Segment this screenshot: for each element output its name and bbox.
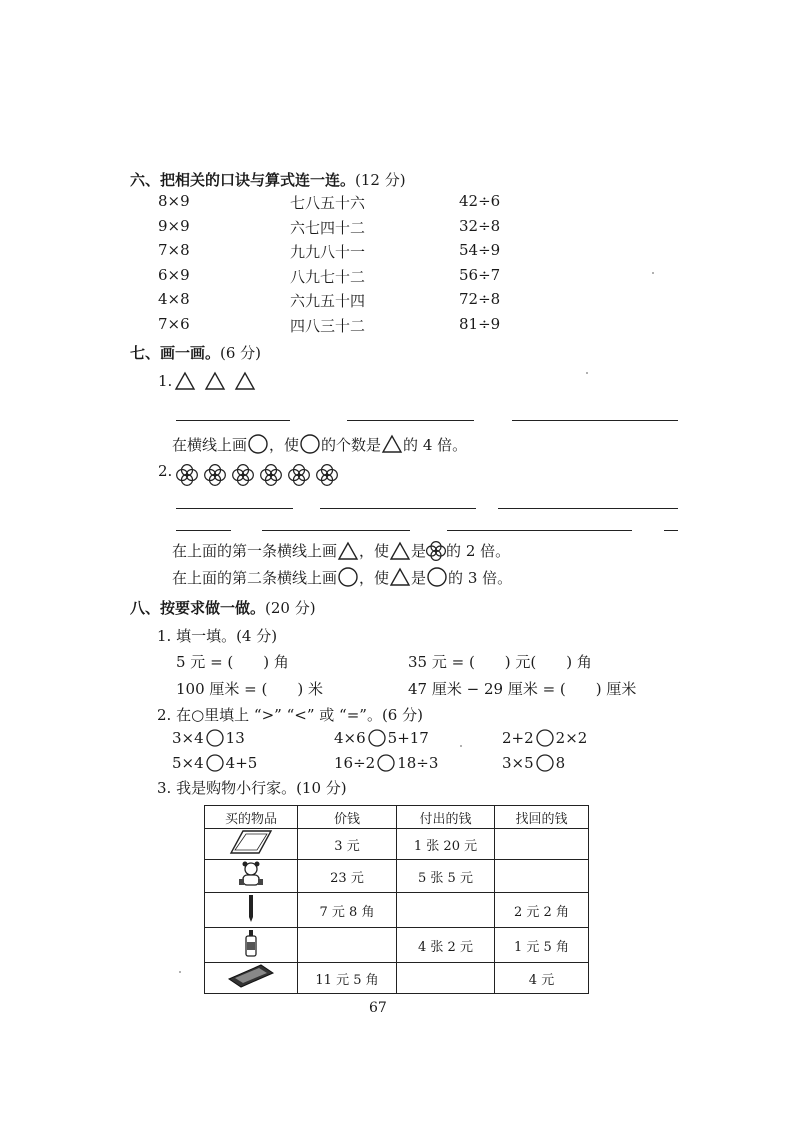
instr-text: 的 3 倍。 xyxy=(448,568,513,587)
compare-right: 13 xyxy=(225,729,245,747)
answer-line[interactable] xyxy=(176,420,290,421)
change-cell: 4 元 xyxy=(495,963,589,994)
q7-1-instruction xyxy=(172,433,467,455)
multiplication-rhyme[interactable]: 六九五十四 xyxy=(290,292,366,310)
flower-icon xyxy=(316,464,338,486)
multiplication-rhyme[interactable]: 七八五十六 xyxy=(290,194,366,212)
compare-left: 2+2 xyxy=(502,729,534,747)
scan-speck xyxy=(460,745,462,747)
division-expr[interactable]: 56÷7 xyxy=(459,265,501,284)
flower-icon xyxy=(204,464,226,486)
paid-cell[interactable] xyxy=(397,963,495,994)
division-expr[interactable]: 42÷6 xyxy=(459,192,501,210)
answer-line[interactable] xyxy=(347,420,474,421)
circle-icon xyxy=(426,566,448,588)
multiplication-expr[interactable]: 9×9 xyxy=(158,216,190,235)
section-6-points: (12 分) xyxy=(355,171,406,189)
section-7-heading xyxy=(130,342,261,363)
item-cell xyxy=(205,963,298,994)
triangle-icon xyxy=(204,371,226,391)
circle-icon xyxy=(299,433,321,455)
answer-circle[interactable] xyxy=(534,728,556,748)
answer-line[interactable] xyxy=(176,530,231,531)
answer-circle[interactable] xyxy=(366,728,388,748)
page-number: 67 xyxy=(369,1000,387,1016)
section-6-heading xyxy=(130,169,406,190)
section-6-title: 六、把相关的口诀与算式连一连。 xyxy=(130,171,356,189)
scan-speck xyxy=(586,372,588,374)
compare-right: 18÷3 xyxy=(397,754,439,772)
section-7-title: 七、画一画。 xyxy=(130,344,221,362)
compare-right: 5+17 xyxy=(387,729,429,747)
instr-text: ，使 xyxy=(359,568,390,587)
q8-1-label: 1. 填一填。(4 分) xyxy=(157,627,278,645)
paid-cell[interactable] xyxy=(397,893,495,928)
table-header-row xyxy=(205,806,589,829)
paid-cell: 5 张 5 元 xyxy=(397,860,495,893)
section-7-points: (6 分) xyxy=(220,344,262,362)
compare-right: 8 xyxy=(555,754,566,772)
multiplication-rhyme[interactable]: 六七四十二 xyxy=(290,218,366,237)
scan-speck xyxy=(652,272,654,274)
table-row xyxy=(205,963,589,994)
table-row xyxy=(205,860,589,893)
pen-icon xyxy=(245,893,257,923)
compare-item xyxy=(172,753,257,773)
table-row xyxy=(205,928,589,963)
triangle-icon xyxy=(381,434,403,454)
flower-icon xyxy=(426,541,446,561)
compare-right: 2×2 xyxy=(555,729,588,747)
instr-text: 的个数是 xyxy=(321,435,382,454)
instr-text: 在上面的第二条横线上画 xyxy=(172,568,338,587)
answer-circle[interactable] xyxy=(204,728,226,748)
flower-icon xyxy=(288,464,310,486)
q7-2-number: 2. xyxy=(158,462,173,480)
instr-text: ，使 xyxy=(269,435,300,454)
change-cell: 1 元 5 角 xyxy=(495,928,589,963)
multiplication-expr[interactable]: 7×6 xyxy=(158,314,190,333)
answer-line[interactable] xyxy=(664,530,678,531)
item-cell xyxy=(205,893,298,928)
multiplication-rhyme[interactable]: 四八三十二 xyxy=(290,316,366,335)
price-cell: 7 元 8 角 xyxy=(298,893,397,928)
column-header: 付出的钱 xyxy=(397,806,495,829)
column-header: 价钱 xyxy=(298,806,397,829)
compare-item xyxy=(172,728,245,748)
compare-left: 16÷2 xyxy=(334,754,376,772)
price-cell[interactable] xyxy=(298,928,397,963)
flower-row xyxy=(176,464,338,486)
flower-icon xyxy=(232,464,254,486)
paid-cell: 1 张 20 元 xyxy=(397,829,495,860)
column-header: 买的物品 xyxy=(205,806,298,829)
instr-text: 是 xyxy=(411,542,427,560)
flower-icon xyxy=(260,464,282,486)
answer-line[interactable] xyxy=(176,508,293,509)
q7-2-instruction-1 xyxy=(172,540,510,561)
price-cell: 3 元 xyxy=(298,829,397,860)
triangle-icon xyxy=(234,371,256,391)
item-cell xyxy=(205,829,298,860)
change-cell[interactable] xyxy=(495,829,589,860)
instr-text: 在横线上画 xyxy=(172,435,248,454)
q8-3-label: 3. 我是购物小行家。(10 分) xyxy=(157,779,347,797)
multiplication-expr[interactable]: 7×8 xyxy=(158,241,190,259)
pencil-case-icon xyxy=(227,963,275,989)
table-row xyxy=(205,829,589,860)
scan-speck xyxy=(179,971,181,973)
section-8-title: 八、按要求做一做。 xyxy=(130,599,266,617)
compare-item xyxy=(502,728,587,748)
q8-2-label: 2. 在○里填上 “>” “<” 或 “=”。(6 分) xyxy=(157,706,423,724)
instr-text: ，使 xyxy=(359,542,390,560)
multiplication-rhyme[interactable]: 九九八十一 xyxy=(290,243,366,261)
price-cell: 11 元 5 角 xyxy=(298,963,397,994)
triangle-icon xyxy=(389,541,411,561)
notebook-icon xyxy=(229,829,273,855)
answer-circle[interactable] xyxy=(375,753,397,773)
triangle-row xyxy=(174,371,256,391)
paid-cell: 4 张 2 元 xyxy=(397,928,495,963)
item-cell xyxy=(205,928,298,963)
compare-item xyxy=(502,753,565,773)
division-expr[interactable]: 32÷8 xyxy=(459,216,501,235)
price-cell: 23 元 xyxy=(298,860,397,893)
compare-left: 5×4 xyxy=(172,754,204,772)
answer-line[interactable] xyxy=(447,530,632,531)
change-cell[interactable] xyxy=(495,860,589,893)
division-expr[interactable]: 81÷9 xyxy=(459,314,501,333)
flower-icon xyxy=(176,464,198,486)
instr-text: 的 4 倍。 xyxy=(403,435,468,454)
answer-line[interactable] xyxy=(512,420,678,421)
shopping-table xyxy=(204,805,589,994)
fill-item[interactable]: 100 厘米 = ( ) 米 xyxy=(176,680,323,698)
triangle-icon xyxy=(337,541,359,561)
compare-item xyxy=(334,753,438,773)
multiplication-expr[interactable]: 6×9 xyxy=(158,265,190,284)
section-8-heading xyxy=(130,597,316,618)
change-cell: 2 元 2 角 xyxy=(495,893,589,928)
circle-icon xyxy=(337,566,359,588)
compare-left: 3×5 xyxy=(502,754,534,772)
instr-text: 是 xyxy=(411,568,427,587)
multiplication-expr[interactable]: 4×8 xyxy=(158,290,190,308)
compare-left: 4×6 xyxy=(334,729,366,747)
section-8-points: (20 分) xyxy=(265,599,316,617)
table-row xyxy=(205,893,589,928)
instr-text: 的 2 倍。 xyxy=(446,542,511,560)
answer-line[interactable] xyxy=(320,508,476,509)
multiplication-rhyme[interactable]: 八九七十二 xyxy=(290,267,366,286)
answer-line[interactable] xyxy=(498,508,678,509)
bottle-icon xyxy=(243,928,259,958)
answer-circle[interactable] xyxy=(534,753,556,773)
division-expr[interactable]: 72÷8 xyxy=(459,290,501,308)
fill-item[interactable]: 47 厘米 − 29 厘米 = ( ) 厘米 xyxy=(408,680,637,698)
circle-icon xyxy=(247,433,269,455)
item-cell xyxy=(205,860,298,893)
answer-line[interactable] xyxy=(262,530,410,531)
triangle-icon xyxy=(174,371,196,391)
fill-item[interactable]: 35 元 = ( ) 元( ) 角 xyxy=(408,653,592,671)
stuffed-toy-icon xyxy=(236,860,266,888)
q7-2-instruction-2 xyxy=(172,566,512,588)
answer-circle[interactable] xyxy=(204,753,226,773)
q7-1-number: 1. xyxy=(158,372,173,390)
multiplication-expr[interactable]: 8×9 xyxy=(158,192,190,210)
instr-text: 在上面的第一条横线上画 xyxy=(172,542,338,560)
compare-right: 4+5 xyxy=(225,754,258,772)
division-expr[interactable]: 54÷9 xyxy=(459,241,501,259)
column-header: 找回的钱 xyxy=(495,806,589,829)
fill-item[interactable]: 5 元 = ( ) 角 xyxy=(176,653,289,671)
triangle-icon xyxy=(389,567,411,587)
compare-left: 3×4 xyxy=(172,729,204,747)
compare-item xyxy=(334,728,429,748)
